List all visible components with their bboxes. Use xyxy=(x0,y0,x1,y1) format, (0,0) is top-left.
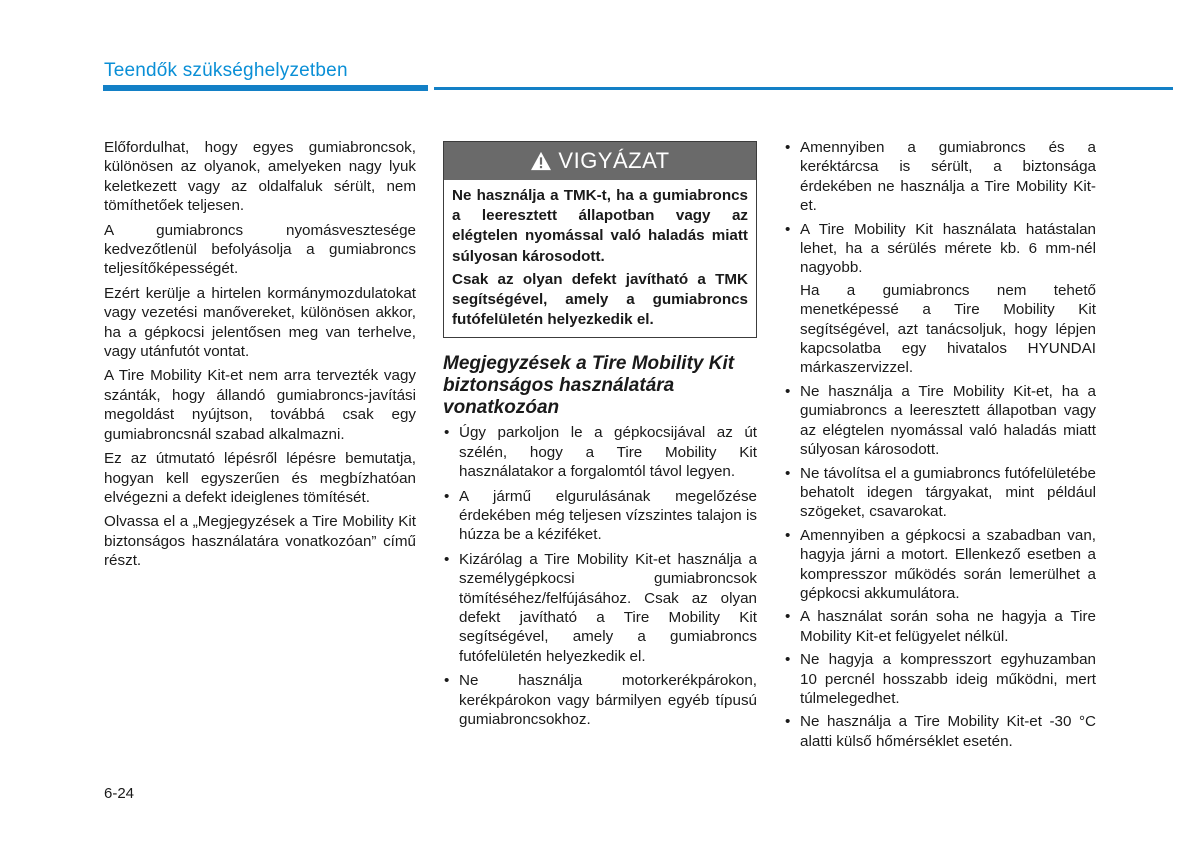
header-rule-accent xyxy=(103,85,428,91)
bullet-list xyxy=(784,382,1096,751)
warning-triangle-icon xyxy=(530,151,552,171)
bullet-list xyxy=(784,138,1096,278)
warning-text: Ne használja a TMK-t, ha a gumiabroncs a leeresztett állapotban vagy az elégtelen nyomással való haladás miatt súlyosan károsodott. xyxy=(452,187,748,265)
column-1 xyxy=(104,138,416,576)
list-item: • Kizárólag a Tire Mobility Kit-et használja a személygépkocsi gumiabroncsok tömítéséhez/felfújásához. Csak az olyan defekt javítható a Tire Mobility Kit segítségével, amely a gumiabroncs futófelületén helyezkedik el. xyxy=(443,550,757,666)
warning-box xyxy=(443,141,757,338)
list-item: • Úgy parkoljon le a gépkocsijával az út szélén, hogy a Tire Mobility Kit használatakor a forgalomtól távol legyen. xyxy=(443,423,757,481)
list-item: • A használat során soha ne hagyja a Tire Mobility Kit-et felügyelet nélkül. xyxy=(784,607,1096,646)
list-item-continuation: Ha a gumiabroncs nem tehető menetképessé a Tire Mobility Kit segítségével, azt tanácsoljuk, hogy lépjen kapcsolatba egy hivatalos HYUNDAI márkaszervizzel. xyxy=(800,281,1096,377)
header-rule xyxy=(434,87,1173,90)
list-item: • A Tire Mobility Kit használata hatástalan lehet, ha a sérülés mérete kb. 6 mm-nél nagyobb. xyxy=(784,220,1096,278)
list-item: • A jármű elgurulásának megelőzése érdekében még teljesen vízszintes talajon is húzza be a kéziféket. xyxy=(443,487,757,545)
notes-heading: Megjegyzések a Tire Mobility Kit biztonságos használatára vonatkozóan xyxy=(443,353,735,419)
page-number: 6-24 xyxy=(104,785,135,802)
column-3 xyxy=(784,138,1096,755)
paragraph: Ezért kerülje a hirtelen kormánymozdulatokat vagy vezetési manővereket, különösen akkor, ha a gépkocsi jelentősen meg van terhelve, vagy utánfutót vontat. xyxy=(104,284,416,361)
list-item: • Ne használja a Tire Mobility Kit-et -30 °C alatti külső hőmérséklet esetén. xyxy=(784,712,1096,751)
paragraph: A Tire Mobility Kit-et nem arra tervezték vagy szánták, hogy állandó gumiabroncs-javítási megoldást nyújtson, továbbá csak egy gumiabroncsnál szabad alkalmazni. xyxy=(104,367,416,443)
paragraph: Olvassa el a „Megjegyzések a Tire Mobility Kit biztonságos használatára vonatkozóan” című részt. xyxy=(104,513,416,570)
paragraph: Ez az útmutató lépésről lépésre bemutatja, hogyan kell egyszerűen és megbízhatóan elvégezni a defekt ideiglenes tömítését. xyxy=(104,450,416,506)
list-item: • Amennyiben a gumiabroncs és a keréktárcsa is sérült, a biztonsága érdekében ne használja a Tire Mobility Kit-et. xyxy=(784,138,1096,216)
list-item: • Ne távolítsa el a gumiabroncs futófelületébe behatolt idegen tárgyakat, mint például szögeket, csavarokat. xyxy=(784,464,1096,522)
column-2 xyxy=(443,141,757,735)
list-item: • Ne használja motorkerékpárokon, kerékpárokon vagy bármilyen egyéb típusú gumiabroncsokhoz. xyxy=(443,671,757,729)
list-item: • Ne használja a Tire Mobility Kit-et, ha a gumiabroncs a leeresztett állapotban vagy az elégtelen nyomással való haladás miatt súlyosan károsodott. xyxy=(784,382,1096,460)
warning-body xyxy=(444,180,756,337)
notes-list xyxy=(443,423,757,729)
list-item: • Amennyiben a gépkocsi a szabadban van, hagyja járni a motort. Ellenkező esetben a kompresszor működés során lemerülhet a gépkocsi akkumulátora. xyxy=(784,526,1096,604)
warning-title: VIGYÁZAT xyxy=(558,148,670,174)
warning-text: Csak az olyan defekt javítható a TMK segítségével, amely a gumiabroncs futófelületén helyezkedik el. xyxy=(452,270,748,329)
paragraph: Előfordulhat, hogy egyes gumiabroncsok, különösen az olyanok, amelyeken nagy lyuk keletkezett vagy az oldalfaluk sérült, nem tömíthetőek teljesen. xyxy=(104,139,416,215)
warning-header xyxy=(444,142,756,180)
list-item: • Ne hagyja a kompresszort egyhuzamban 10 percnél hosszabb ideig működni, mert túlmelegedhet. xyxy=(784,650,1096,708)
paragraph: A gumiabroncs nyomásvesztesége kedvezőtlenül befolyásolja a gumiabroncs teljesítőképességét. xyxy=(104,221,416,278)
section-title: Teendők szükséghelyzetben xyxy=(104,60,348,81)
